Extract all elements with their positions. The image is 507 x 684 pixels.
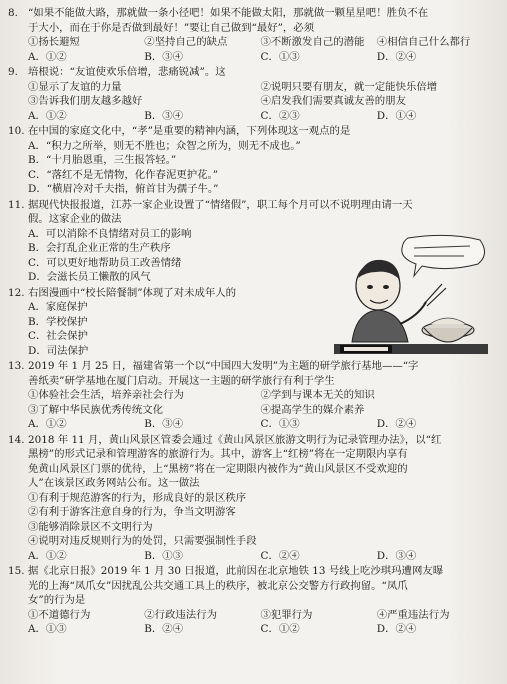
answer-option: B．③④	[144, 418, 184, 430]
answer-option: D．②④	[376, 623, 417, 635]
statement: ③犯罪行为	[260, 608, 313, 621]
statement-row	[28, 80, 493, 95]
question-stem: 据《北京日报》2019 年 1 月 30 日报道，此前因在北京地铁 13 号线上吃沙琪玛遭网友曝	[28, 565, 444, 577]
statement: ①有利于规范游客的行为，形成良好的景区秩序	[28, 491, 247, 504]
statement: ④提高学生的媒介素养	[260, 403, 365, 416]
statement: ④启发我们需要真诚友善的朋友	[260, 95, 406, 107]
statement: ②坚持自己的缺点	[144, 36, 228, 48]
question-number: 12.	[8, 286, 25, 299]
statement: ④严重违法行为	[376, 608, 450, 621]
answer-option: D．②④	[376, 418, 417, 430]
choice: A．“积力之所举，则无不胜也；众智之所为，则无不成也。”	[28, 139, 301, 152]
choice: A．家庭保护	[28, 301, 88, 313]
question-13	[8, 359, 493, 432]
choice: C．社会保护	[28, 330, 88, 342]
statement-row	[28, 388, 493, 403]
answer-option: A．①②	[28, 418, 67, 430]
statement-row	[28, 94, 493, 109]
question-15	[8, 564, 493, 637]
question-stem: “如果不能做大路，那就做一条小径吧！如果不能做太阳，那就做一颗星星吧！胜负不在	[28, 7, 429, 19]
question-stem: 免黄山风景区门票的优待，上“黑榜”将在一定期限内被作为“黄山风景区不受欢迎的	[28, 462, 408, 475]
answer-option: C．①③	[260, 418, 300, 430]
question-14	[8, 433, 493, 564]
statement: ①体验社会生活，培养亲社会行为	[28, 389, 184, 401]
statement: ④说明对违反规则行为的处罚，只需要强制性手段	[28, 535, 257, 547]
principal-dining-cartoon	[330, 232, 490, 360]
answer-row	[28, 109, 493, 124]
statement: ②说明只要有朋友，就一定能快乐倍增	[260, 80, 438, 93]
statement: ①扬长避短	[28, 36, 80, 48]
statement: ①显示了友谊的力量	[28, 80, 122, 93]
question-stem: 黑榜”的形式记录和管理游客的旅游行为。其中，游客上“红榜”将在一定期限内享有	[28, 448, 408, 460]
choice: D．会滋长员工懒散的风气	[28, 271, 151, 283]
question-10	[8, 124, 493, 197]
choice: A．可以消除不良情绪对员工的影响	[28, 227, 192, 240]
answer-row	[28, 549, 493, 564]
question-stem: 右图漫画中“校长陪餐制”体现了对未成年人的	[28, 286, 237, 299]
statement-row	[28, 608, 493, 623]
choice: D．“横眉冷对千夫指，俯首甘为孺子牛。”	[28, 183, 219, 195]
question-stem: 假。这家企业的做法	[28, 213, 122, 225]
statement: ③能够消除景区不文明行为	[28, 520, 153, 533]
answer-option: A．①②	[28, 549, 67, 562]
answer-option: D．③④	[376, 549, 417, 562]
question-number: 9.	[8, 66, 18, 78]
question-stem: 女”的行为是	[28, 594, 86, 606]
answer-option: C．②④	[260, 549, 300, 562]
statement: ③不断激发自己的潜能	[260, 36, 365, 48]
answer-option: A．①②	[28, 109, 67, 122]
statement: ③告诉我们朋友越多越好	[28, 95, 143, 107]
question-number: 11.	[8, 198, 25, 211]
statement-row	[28, 35, 493, 50]
question-number: 10.	[8, 125, 25, 137]
question-number: 13.	[8, 360, 25, 372]
statement: ②有利于游客注意自身的行为，争当文明游客	[28, 506, 236, 518]
answer-option: A．①②	[28, 50, 67, 63]
answer-option: C．①③	[260, 50, 300, 63]
statement: ②行政违法行为	[144, 608, 217, 621]
choice: C．可以更好地帮助员工改善情绪	[28, 256, 182, 269]
answer-option: D．②④	[376, 50, 417, 63]
question-stem: 在中国的家庭文化中，“孝”是重要的精神内涵，下列体现这一观点的是	[28, 125, 351, 137]
choice: D．司法保护	[28, 344, 89, 357]
question-stem: 人”在该景区政务网站公布。这一做法	[28, 477, 200, 489]
statement: ①不道德行为	[28, 608, 91, 621]
answer-row	[28, 417, 493, 432]
question-stem: 于大小，而在于你是否做到最好！”要让自己做到“最好”，必须	[28, 21, 315, 34]
answer-option: C．①②	[260, 623, 300, 635]
answer-option: B．①③	[144, 549, 184, 562]
question-number: 15.	[8, 565, 25, 577]
question-number: 8.	[8, 7, 18, 19]
choice: C．“落红不是无情物，化作春泥更护花。”	[28, 168, 219, 181]
question-8	[8, 6, 493, 64]
choice: B．“十月胎恩重，三生报答轻。”	[28, 154, 177, 166]
cartoon-illustration	[330, 232, 490, 360]
statement: ②学到与课本无关的知识	[260, 389, 375, 401]
question-stem: 光的上海“凤爪女”因扰乱公共交通工具上的秩序，被北京公交警方行政拘留。“凤爪	[28, 579, 408, 592]
question-stem: 善纸卖”研学基地在厦门启动。开展这一主题的研学旅行有利于学生	[28, 374, 335, 387]
statement: ④相信自己什么都行	[376, 36, 471, 48]
question-stem: 2018 年 11 月，黄山风景区管委会通过《黄山风景区旅游文明行为记录管理办法》，以“红	[28, 433, 442, 446]
question-stem: 2019 年 1 月 25 日，福建省第一个以“中国四大发明”为主题的研学旅行基地——“字	[28, 360, 419, 372]
answer-option: B．②④	[144, 623, 184, 635]
answer-option: B．③④	[144, 50, 184, 63]
answer-option: D．①④	[376, 109, 417, 122]
answer-option: B．③④	[144, 109, 184, 122]
question-stem: 培根说：“友谊使欢乐倍增，悲痛锐减”。这	[28, 66, 226, 78]
question-number: 14.	[8, 433, 25, 446]
answer-option: A．①③	[28, 623, 67, 635]
answer-row	[28, 50, 493, 65]
choice: B．学校保护	[28, 315, 88, 328]
answer-row	[28, 622, 493, 637]
statement-row	[28, 403, 493, 418]
statement: ③了解中华民族优秀传统文化	[28, 403, 164, 416]
question-stem: 据现代快报报道，江苏一家企业设置了“情绪假”，职工每个月可以不说明理由请一天	[28, 198, 413, 211]
choice: B．会打乱企业正常的生产秩序	[28, 242, 171, 254]
answer-option: C．②③	[260, 109, 300, 122]
question-9	[8, 65, 493, 123]
